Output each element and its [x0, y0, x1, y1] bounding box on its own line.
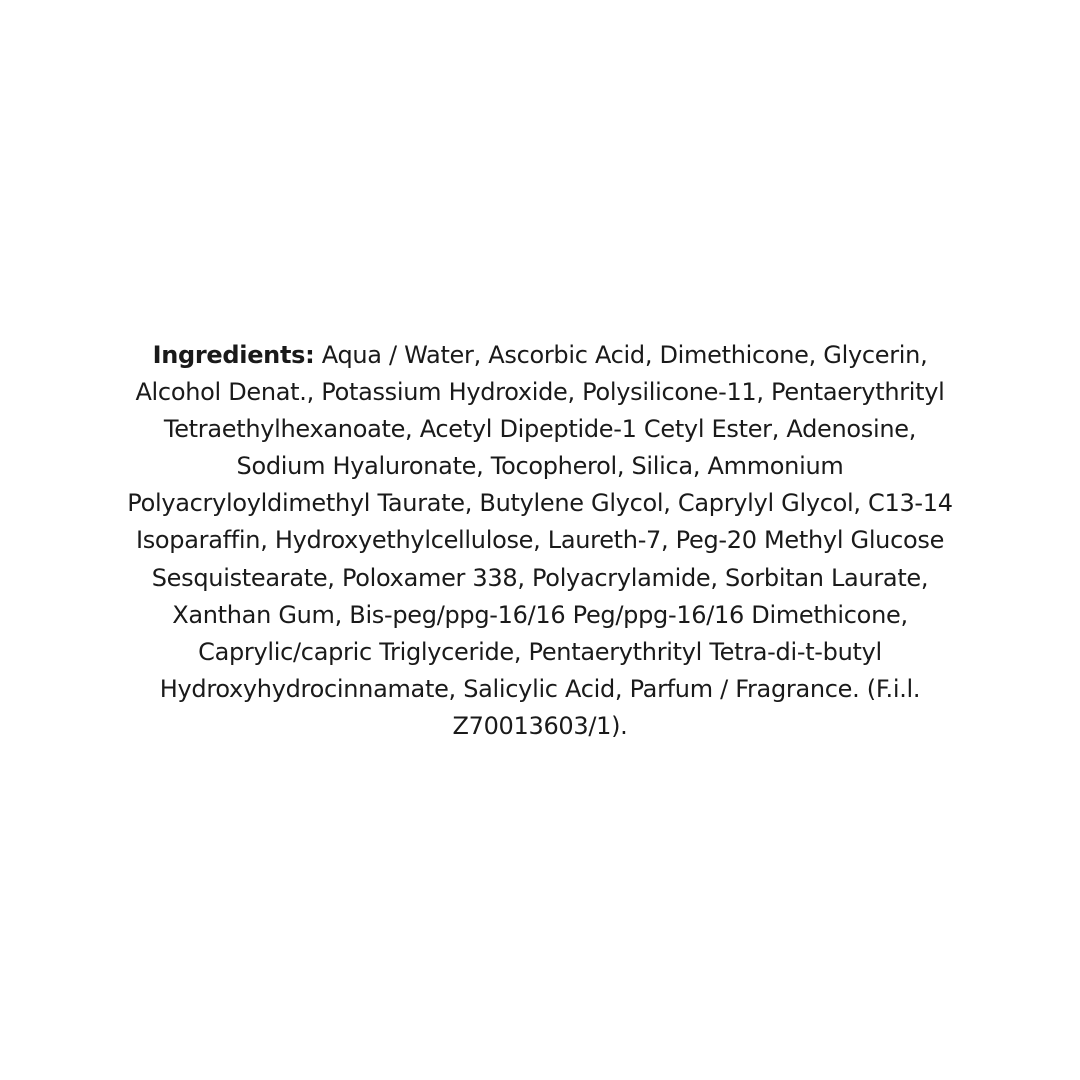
ingredients-line-1-text: Aqua / Water, Ascorbic Acid, Dimethicone, Glycerin,: [314, 341, 928, 369]
ingredients-line-5: Polyacryloyldimethyl Taurate, Butylene Glycol, Caprylyl Glycol, C13-14: [127, 489, 953, 518]
ingredients-line-11: Z70013603/1).: [452, 711, 628, 740]
ingredients-line-9: Caprylic/capric Triglyceride, Pentaerythrityl Tetra-di-t-butyl: [198, 637, 882, 666]
ingredients-text: [100, 337, 980, 745]
ingredients-line-1: [100, 337, 980, 374]
ingredients-line-3: Tetraethylhexanoate, Acetyl Dipeptide-1 Cetyl Ester, Adenosine,: [163, 415, 917, 444]
ingredients-line-7: Sesquistearate, Poloxamer 338, Polyacrylamide, Sorbitan Laurate,: [151, 563, 929, 592]
ingredients-line-8: Xanthan Gum, Bis-peg/ppg-16/16 Peg/ppg-16/16 Dimethicone,: [172, 600, 908, 629]
ingredients-line-6: Isoparaffin, Hydroxyethylcellulose, Laureth-7, Peg-20 Methyl Glucose: [135, 526, 945, 555]
ingredients-line-10: Hydroxyhydrocinnamate, Salicylic Acid, Parfum / Fragrance. (F.i.l.: [159, 674, 921, 703]
ingredients-line-2: Alcohol Denat., Potassium Hydroxide, Polysilicone-11, Pentaerythrityl: [135, 378, 945, 407]
ingredients-label: Ingredients:: [152, 341, 315, 369]
ingredients-line-4: Sodium Hyaluronate, Tocopherol, Silica, Ammonium: [236, 452, 844, 481]
